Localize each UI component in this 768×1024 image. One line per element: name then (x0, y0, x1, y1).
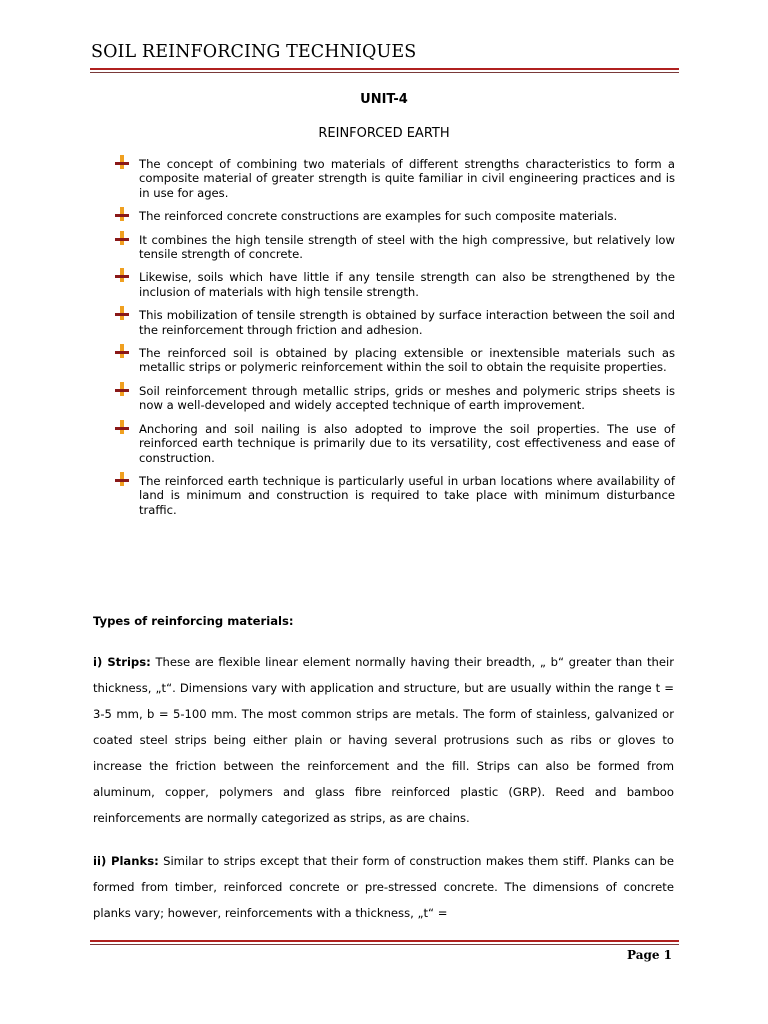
cross-bullet-icon (115, 344, 129, 358)
bullet-text: Soil reinforcement through metallic strips, grids or meshes and polymeric strips sheets is now a well-developed and widely accepted technique of earth improvement. (139, 383, 675, 413)
cross-bullet-icon (115, 231, 129, 245)
bullet-item (115, 270, 675, 299)
bullet-list (115, 157, 675, 526)
bullet-text: The concept of combining two materials of different strengths characteristics to form a composite material of greater strength is quite familiar in civil engineering practices and is in use for ages. (139, 157, 675, 200)
bullet-text: Anchoring and soil nailing is also adopted to improve the soil properties. The use of reinforced earth technique is primarily due to its versatility, cost effectiveness and ease of construction. (139, 421, 675, 465)
cross-bullet-icon (115, 306, 129, 320)
strips-prefix: i) (93, 655, 108, 669)
bullet-text: It combines the high tensile strength of steel with the high compressive, but relatively low tensile strength of concrete. (139, 232, 675, 262)
planks-text: Similar to strips except that their form of construction makes them stiff. Planks can be formed from timber, reinforced concrete or pre-stressed concrete. The dimensions of concrete planks vary; however, reinforcements with a thickness, „t“ = (93, 854, 674, 920)
bullet-text: This mobilization of tensile strength is obtained by surface interaction between the soil and the reinforcement through friction and adhesion. (139, 308, 675, 337)
bullet-item (115, 384, 675, 413)
cross-bullet-icon (115, 207, 129, 221)
cross-bullet-icon (115, 420, 129, 434)
bullet-text: The reinforced concrete constructions are examples for such composite materials. (139, 209, 618, 224)
planks-paragraph (93, 848, 674, 926)
header-rule (90, 68, 679, 73)
bullet-text: Likewise, soils which have little if any tensile strength can also be strengthened by the inclusion of materials with high tensile strength. (139, 270, 675, 299)
bullet-item (115, 474, 675, 517)
cross-bullet-icon (115, 382, 129, 396)
bullet-text: The reinforced earth technique is particularly useful in urban locations where availability of land is minimum and construction is required to take place with minimum disturbance traffic. (139, 473, 675, 517)
bullet-text: The reinforced soil is obtained by placing extensible or inextensible materials such as metallic strips or polymeric reinforcement within the soil to obtain the requisite properties. (139, 346, 675, 375)
footer-rule (90, 940, 679, 945)
section-title: REINFORCED EARTH (318, 126, 450, 141)
strips-paragraph (93, 649, 674, 831)
planks-label: Planks: (110, 854, 159, 868)
cross-bullet-icon (115, 472, 129, 486)
cross-bullet-icon (115, 268, 129, 282)
cross-bullet-icon (115, 155, 129, 169)
bullet-item (115, 233, 675, 262)
header-title: SOIL REINFORCING TECHNIQUES (91, 42, 417, 62)
page-number: Page 1 (627, 948, 673, 962)
unit-title: UNIT-4 (360, 92, 408, 107)
bullet-item (115, 157, 675, 200)
strips-label: Strips: (107, 655, 151, 669)
bullet-item (115, 209, 675, 223)
planks-prefix: ii) (93, 854, 111, 868)
strips-text: These are flexible linear element normally having their breadth, „ b“ greater than their thickness, „t“. Dimensions vary with application and structure, but are usually within the range t = 3-5 mm, b = 5-100 mm. The most common strips are metals. The form of stainless, galvanized or coated steel strips being either plain or having several protrusions such as ribs or gloves to increase the friction between the reinforcement and the fill. Strips can also be formed from aluminum, copper, polymers and glass fibre reinforced plastic (GRP). Reed and bamboo reinforcements are normally categorized as strips, as are chains. (93, 655, 674, 825)
types-heading: Types of reinforcing materials: (93, 614, 294, 628)
bullet-item (115, 346, 675, 375)
bullet-item (115, 308, 675, 337)
bullet-item (115, 422, 675, 465)
